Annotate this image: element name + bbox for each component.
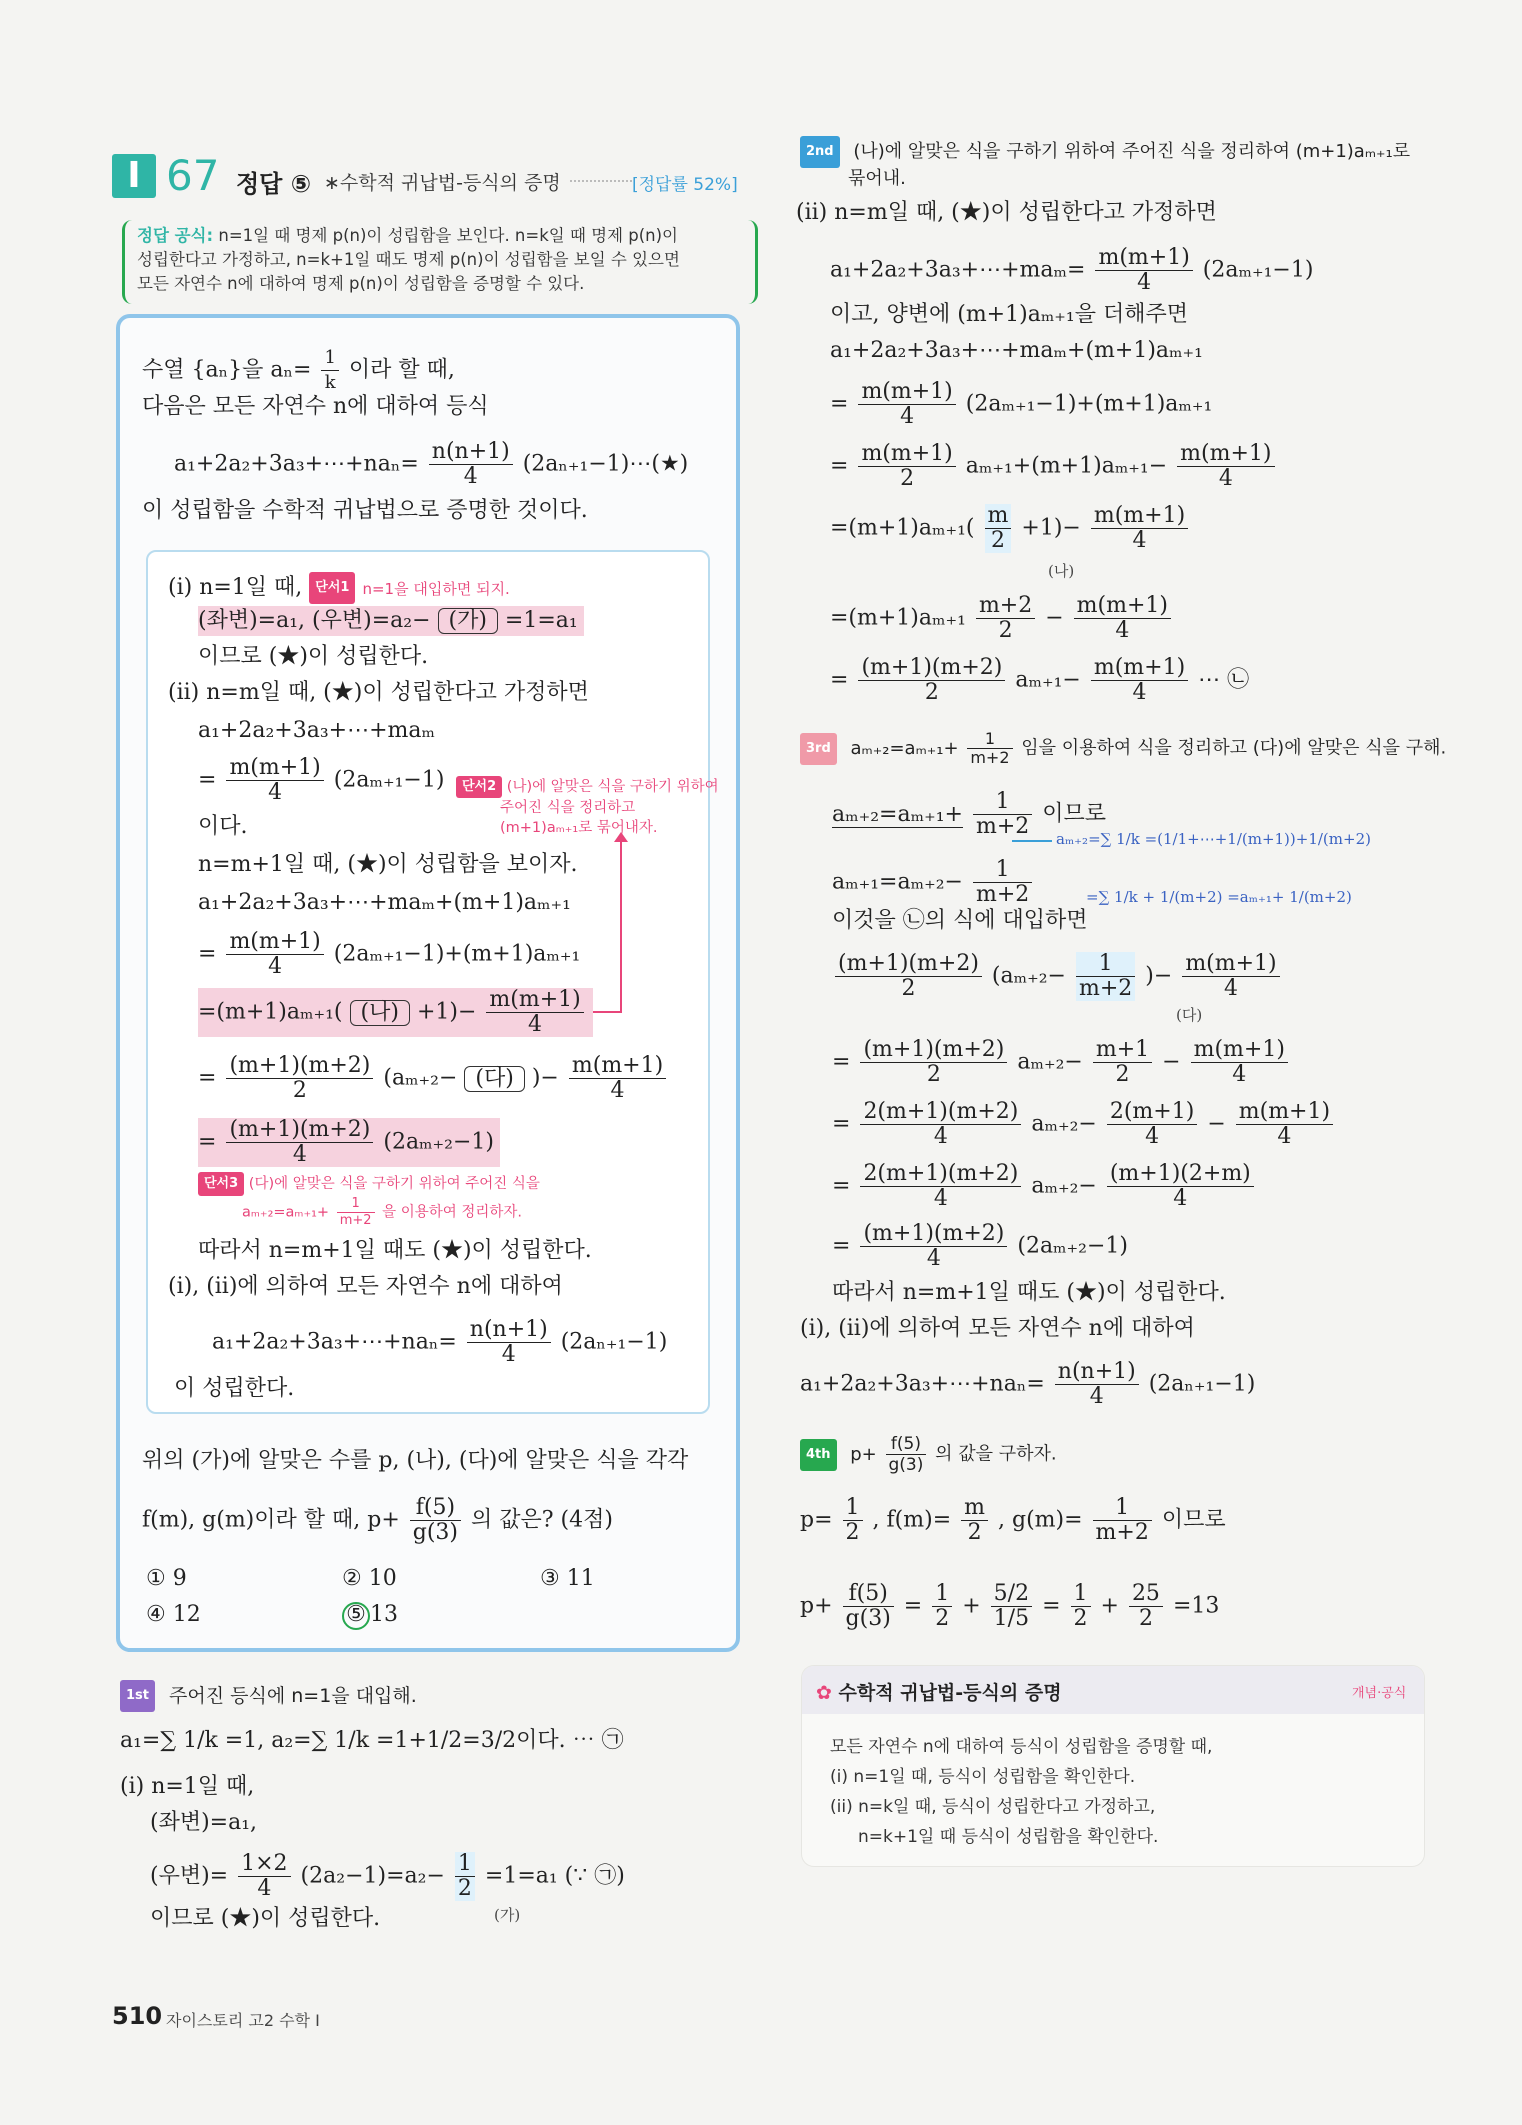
- step2-line-3: 이고, 양변에 (m+1)aₘ₊₁을 더해주면: [830, 302, 1188, 327]
- step4-line-2: [800, 1582, 1219, 1631]
- p10-rest: (2aₘ₊₁−1)+(m+1)aₘ₊₁: [333, 941, 581, 967]
- s2l2-b: (2aₘ₊₁−1): [1202, 257, 1314, 283]
- s3l11-b: (2aₙ₊₁−1): [1148, 1371, 1256, 1397]
- s2l7-boxfrac: $\frac{m}{2}$: [985, 504, 1012, 553]
- choice-3[interactable]: ③ 11: [540, 1566, 595, 1591]
- s3l4-frac2: $\frac{m(m+1)}{4}$: [1182, 952, 1279, 1001]
- step2-line-9: = $\frac{(m+1)(m+2)}{2}$ aₘ₊₁− $\frac{m(m+1)}{4}$ ⋯ ㉡: [830, 655, 1250, 705]
- s3l4-boxfrac: $\frac{1}{m+2}$: [1076, 952, 1135, 1001]
- topic-dots: [570, 180, 632, 182]
- hint2-line3: (m+1)aₘ₊₁로 묶어내자.: [500, 820, 658, 836]
- proof-line-11: [198, 988, 593, 1037]
- hint3: [198, 1172, 540, 1229]
- s3l5-frac2: $\frac{m+1}{2}$: [1093, 1038, 1152, 1087]
- s2l8-frac2: $\frac{m(m+1)}{4}$: [1074, 594, 1171, 643]
- s3l8-b: (2aₘ₊₂−1): [1017, 1233, 1128, 1259]
- s4l1-a: p=: [800, 1507, 833, 1533]
- proof-line-3: 이므로 (★)이 성립한다.: [198, 644, 429, 669]
- s3l5-b: aₘ₊₂−: [1017, 1049, 1083, 1075]
- q2-frac: $\frac{f(5)}{g(3)}$: [410, 1496, 461, 1545]
- p12-frac: $\frac{(m+1)(m+2)}{2}$: [226, 1054, 373, 1103]
- proof-line-13: = $\frac{(m+1)(m+2)}{4}$ (2aₘ₊₂−1): [198, 1118, 500, 1167]
- formula-line-3: 모든 자연수 n에 대하여 명제 p(n)이 성립함을 증명할 수 있다.: [137, 274, 585, 293]
- s4l2-e: +: [1100, 1593, 1119, 1619]
- s4l2-half2: $\frac{1}{2}$: [1071, 1582, 1091, 1631]
- case-1: (i) n=1일 때,: [168, 575, 303, 600]
- choice-5-mark: ⑤: [342, 1602, 370, 1630]
- s3l6-frac: $\frac{2(m+1)(m+2)}{4}$: [860, 1100, 1021, 1149]
- s1l4-c: =1=a₁ (∵ ㉠): [484, 1863, 625, 1889]
- s3l2-frac: $\frac{1}{m+2}$: [973, 858, 1032, 907]
- choice-5-value: 13: [370, 1602, 398, 1627]
- step3-line-8: = $\frac{(m+1)(m+2)}{4}$ (2aₘ₊₂−1): [832, 1221, 1128, 1271]
- s4l2-a: p+: [800, 1593, 833, 1619]
- step2-line-7: [830, 504, 1191, 553]
- s2l7-frac: $\frac{m(m+1)}{4}$: [1091, 504, 1188, 553]
- proof-line-9: a₁+2a₂+3a₃+⋯+maₘ+(m+1)aₘ₊₁: [198, 890, 571, 915]
- s3t-frac: $\frac{1}{m+2}$: [967, 730, 1012, 767]
- answer-label: 정답 ⑤: [236, 170, 312, 198]
- formula-line-2: 성립한다고 가정하고, n=k+1일 때도 명제 p(n)이 성립함을 보일 수 있으면: [137, 250, 680, 269]
- s3t-b: 임을 이용하여 식을 정리하고 (다)에 알맞은 식을 구해.: [1021, 737, 1447, 759]
- step1-line-2: (i) n=1일 때,: [120, 1774, 255, 1799]
- step3-line-10: (i), (ii)에 의하여 모든 자연수 n에 대하여: [800, 1316, 1195, 1341]
- s2l8-frac: $\frac{m+2}{2}$: [976, 594, 1035, 643]
- s3l5-frac3: $\frac{m(m+1)}{4}$: [1191, 1038, 1288, 1087]
- concept-title: [816, 1678, 1062, 1705]
- proof-line-16: [212, 1318, 667, 1367]
- eq-frac: $\frac{n(n+1)}{4}$: [429, 440, 513, 489]
- s3l7-frac: $\frac{2(m+1)(m+2)}{4}$: [860, 1162, 1021, 1211]
- s2l8-a: =(m+1)aₘ₊₁: [830, 605, 966, 631]
- concept-title-text: 수학적 귀납법-등식의 증명: [838, 1682, 1062, 1704]
- hint2-arrow-head: [614, 832, 628, 842]
- s3l4-a: (aₘ₊₂−: [991, 963, 1066, 989]
- eq-lhs: a₁+2a₂+3a₃+⋯+naₙ=: [174, 451, 419, 477]
- p12-mid: )−: [531, 1065, 559, 1091]
- s3l7-b: aₘ₊₂−: [1031, 1173, 1097, 1199]
- s4l1-frac: $\frac{1}{2}$: [843, 1496, 863, 1545]
- p16-rest: (2aₙ₊₁−1): [560, 1329, 668, 1355]
- s3l4-b: )−: [1145, 963, 1173, 989]
- seq-def-start: 수열 {aₙ}을 aₙ=: [142, 357, 312, 383]
- s3l6-frac3: $\frac{m(m+1)}{4}$: [1236, 1100, 1333, 1149]
- s2l9-frac2: $\frac{m(m+1)}{4}$: [1091, 656, 1188, 705]
- case1-result: =1=a₁: [504, 608, 578, 633]
- hint2: [456, 776, 719, 838]
- eq-rhs: (2aₙ₊₁−1)⋯(★): [522, 451, 689, 477]
- s3l6-frac2: $\frac{2(m+1)}{4}$: [1107, 1100, 1197, 1149]
- proof-line-4: (ii) n=m일 때, (★)이 성립한다고 가정하면: [168, 680, 589, 705]
- s3l11-a: a₁+2a₂+3a₃+⋯+naₙ=: [800, 1371, 1045, 1397]
- s2l9-c: ⋯ ㉡: [1198, 667, 1250, 693]
- problem-line-1: [142, 346, 455, 395]
- s2l6-frac: $\frac{m(m+1)}{2}$: [858, 442, 955, 491]
- p16-frac: $\frac{n(n+1)}{4}$: [467, 1318, 551, 1367]
- hint3-line2: 을 이용하여 정리하자.: [382, 1204, 523, 1221]
- s4l2-b: =: [903, 1593, 923, 1619]
- s3l6-b: aₘ₊₂−: [1031, 1111, 1097, 1137]
- proof-line-5: a₁+2a₂+3a₃+⋯+maₘ: [198, 718, 436, 743]
- s2l2-frac: $\frac{m(m+1)}{4}$: [1095, 246, 1192, 295]
- concept-line-2: (i) n=1일 때, 등식이 성립함을 확인한다.: [830, 1767, 1136, 1787]
- s3l4-frac: $\frac{(m+1)(m+2)}{2}$: [835, 952, 982, 1001]
- proof-line-10: = $\frac{m(m+1)}{4}$ (2aₘ₊₁−1)+(m+1)aₘ₊₁: [198, 929, 581, 979]
- proof-line-7: 이다.: [198, 814, 248, 839]
- step3-side-2: =∑ 1/k + 1/(m+2) =aₘ₊₁+ 1/(m+2): [1086, 888, 1352, 906]
- s4l2-d: =: [1042, 1593, 1061, 1619]
- blank-da: (다): [464, 1066, 524, 1092]
- problem-topic: ∗수학적 귀납법-등식의 증명: [324, 172, 561, 194]
- step2-note-na: (나): [1048, 562, 1075, 580]
- p10-frac: $\frac{m(m+1)}{4}$: [226, 930, 323, 979]
- hint3-frac: $\frac{1}{m+2}$: [337, 1196, 375, 1229]
- proof-line-17: 이 성립한다.: [174, 1376, 295, 1401]
- p13-frac: $\frac{(m+1)(m+2)}{4}$: [226, 1118, 373, 1167]
- step3-tag: 3rd: [800, 733, 837, 765]
- p11-mid: +1)−: [416, 999, 477, 1025]
- s3t-a: aₘ₊₂=aₘ₊₁+: [850, 737, 959, 759]
- hint3-eq: aₘ₊₂=aₘ₊₁+: [242, 1204, 330, 1221]
- p6-frac: $\frac{m(m+1)}{4}$: [226, 756, 323, 805]
- proof-line-6: = $\frac{m(m+1)}{4}$ (2aₘ₊₁−1): [198, 755, 445, 805]
- hint3-tag: 단서3: [198, 1172, 244, 1196]
- step2-tag: 2nd: [800, 136, 840, 168]
- p12-frac2: $\frac{m(m+1)}{4}$: [569, 1054, 666, 1103]
- proof-line-15: (i), (ii)에 의하여 모든 자연수 n에 대하여: [168, 1274, 563, 1299]
- step1-tag: 1st: [120, 1680, 155, 1712]
- p11-start: =(m+1)aₘ₊₁(: [198, 999, 343, 1025]
- formula-text-1: n=1일 때 명제 p(n)이 성립함을 보인다. n=k일 때 명제 p(n)이: [218, 226, 679, 245]
- concept-body: [830, 1732, 1212, 1852]
- concept-line-4: n=k+1일 때 등식이 성립함을 확인한다.: [858, 1827, 1159, 1847]
- step1-line-4: [150, 1852, 625, 1901]
- step2-line-5: = $\frac{m(m+1)}{4}$ (2aₘ₊₁−1)+(m+1)aₘ₊₁: [830, 379, 1213, 429]
- hint2-tag: 단서2: [456, 776, 502, 798]
- step3-arrow: [1012, 840, 1052, 842]
- formula-box: [122, 220, 758, 304]
- s2l6-b: aₘ₊₁+(m+1)aₘ₊₁−: [965, 453, 1168, 479]
- step3-note-da: (다): [1176, 1006, 1203, 1024]
- hint2-arrow: [620, 840, 622, 1012]
- problem-line-4: 이 성립함을 수학적 귀납법으로 증명한 것이다.: [142, 498, 588, 523]
- formula-label: 정답 공식:: [137, 226, 214, 245]
- s2l2-a: a₁+2a₂+3a₃+⋯+maₘ=: [830, 257, 1086, 283]
- hint1-text: n=1을 대입하면 되지.: [362, 580, 510, 598]
- step1-line-3: (좌변)=a₁,: [150, 1810, 258, 1835]
- s4l1-d: 이므로: [1161, 1507, 1226, 1533]
- s4l2-f: =13: [1172, 1593, 1220, 1619]
- p16-lhs: a₁+2a₂+3a₃+⋯+naₙ=: [212, 1329, 457, 1355]
- proof-line-8: n=m+1일 때, (★)이 성립함을 보이자.: [198, 852, 578, 877]
- seq-def-end: 이라 할 때,: [348, 357, 455, 383]
- s2l9-frac: $\frac{(m+1)(m+2)}{2}$: [858, 656, 1005, 705]
- s2l5-b: (2aₘ₊₁−1)+(m+1)aₘ₊₁: [965, 391, 1213, 417]
- flower-icon: ✿: [816, 1682, 832, 1704]
- formula-line-1: [137, 224, 743, 248]
- hint3-line1: (다)에 알맞은 식을 구하기 위하여 주어진 식을: [248, 1176, 540, 1192]
- step2-line-8: [830, 594, 1174, 643]
- proof-line-14: 따라서 n=m+1일 때도 (★)이 성립한다.: [198, 1238, 592, 1263]
- step3-line-6: = $\frac{2(m+1)(m+2)}{4}$ aₘ₊₂− $\frac{2(m+1)}{4}$ − $\frac{m(m+1)}{4}$: [832, 1100, 1336, 1149]
- s4l1-c: , g(m)=: [998, 1507, 1083, 1533]
- s3l1-a: aₘ₊₂=aₘ₊₁+: [832, 801, 963, 827]
- step2-title-text-1: (나)에 알맞은 식을 구하기 위하여 주어진 식을 정리하여 (m+1)aₘ₊₁로: [853, 141, 1411, 162]
- proof-line-12: = $\frac{(m+1)(m+2)}{2}$ (aₘ₊₂− (다) )− $\frac{m(m+1)}{4}$: [198, 1054, 669, 1103]
- s2l8-b: −: [1045, 605, 1064, 631]
- s2l5-frac: $\frac{m(m+1)}{4}$: [858, 380, 955, 429]
- concept-tag: 개념·공식: [1352, 1686, 1407, 1701]
- step4-tag: 4th: [800, 1439, 837, 1471]
- s4l2-half: $\frac{1}{2}$: [932, 1582, 952, 1631]
- step3-line-11: [800, 1360, 1255, 1409]
- step1-line-5: 이므로 (★)이 성립한다.: [150, 1906, 381, 1931]
- s2l6-frac2: $\frac{m(m+1)}{4}$: [1177, 442, 1274, 491]
- page-number: 510: [112, 2002, 163, 2030]
- concept-line-1: 모든 자연수 n에 대하여 등식이 성립함을 증명할 때,: [830, 1737, 1213, 1757]
- step3-line-9: 따라서 n=m+1일 때도 (★)이 성립한다.: [832, 1280, 1226, 1305]
- s1l4-b: (2a₂−1)=a₂−: [300, 1863, 445, 1889]
- s3l6-c: −: [1207, 1111, 1226, 1137]
- s3l11-frac: $\frac{n(n+1)}{4}$: [1055, 1360, 1139, 1409]
- blank-ga: (가): [438, 608, 498, 634]
- step3-line-4: [832, 952, 1283, 1001]
- s4l1-b: , f(m)=: [872, 1507, 952, 1533]
- q2-start: f(m), g(m)이라 할 때, p+: [142, 1507, 400, 1533]
- step4-title: [800, 1434, 1057, 1475]
- s1l4-boxfrac: $\frac{1}{2}$: [455, 1852, 475, 1901]
- chapter-roman: I: [112, 154, 156, 198]
- proof-line-2: [198, 606, 584, 636]
- step3-side-1: aₘ₊₂=∑ 1/k =(1/1+⋯+1/(m+1))+1/(m+2): [1056, 830, 1371, 848]
- step1-title-text: 주어진 등식에 n=1을 대입해.: [169, 1684, 417, 1707]
- concept-line-3: (ii) n=k일 때, 등식이 성립한다고 가정하고,: [830, 1797, 1156, 1817]
- p13-rest: (2aₘ₊₂−1): [383, 1129, 494, 1155]
- choice-2[interactable]: ② 10: [342, 1566, 397, 1591]
- s4t-frac: $\frac{f(5)}{g(3)}$: [886, 1434, 927, 1475]
- problem-header: [112, 152, 742, 206]
- hint1-tag: 단서1: [309, 572, 355, 604]
- choice-1[interactable]: ① 9: [146, 1566, 187, 1591]
- step3-line-3: 이것을 ㉡의 식에 대입하면: [832, 908, 1088, 933]
- step2-line-1: (ii) n=m일 때, (★)이 성립한다고 가정하면: [796, 200, 1217, 225]
- p11-frac: $\frac{m(m+1)}{4}$: [486, 988, 583, 1037]
- step3-line-5: = $\frac{(m+1)(m+2)}{2}$ aₘ₊₂− $\frac{m+1}{2}$ − $\frac{m(m+1)}{4}$: [832, 1038, 1291, 1087]
- correct-rate: [정답률 52%]: [632, 175, 738, 195]
- s3l8-frac: $\frac{(m+1)(m+2)}{4}$: [860, 1222, 1007, 1271]
- question-line-2: [142, 1496, 613, 1545]
- s2l9-b: aₘ₊₁−: [1015, 667, 1081, 693]
- p12-start: (aₘ₊₂−: [383, 1065, 458, 1091]
- s4t-a: p+: [850, 1443, 877, 1465]
- step2-line-6: = $\frac{m(m+1)}{2}$ aₘ₊₁+(m+1)aₘ₊₁− $\frac{m(m+1)}{4}$: [830, 442, 1278, 491]
- step3-line-7: = $\frac{2(m+1)(m+2)}{4}$ aₘ₊₂− $\frac{(m+1)(2+m)}{4}$: [832, 1162, 1257, 1211]
- sum-fraction: $\frac{1}{k}$: [321, 346, 338, 395]
- s4l1-frac2: $\frac{m}{2}$: [961, 1496, 988, 1545]
- s3l1-b: 이므로: [1042, 801, 1107, 827]
- step3-line-2: [832, 858, 1035, 907]
- s3l7-frac2: $\frac{(m+1)(2+m)}{4}$: [1107, 1162, 1254, 1211]
- blank-na: (나): [350, 1000, 410, 1026]
- s4l2-frac: $\frac{f(5)}{g(3)}$: [843, 1582, 894, 1631]
- step2-line-2: [830, 246, 1313, 295]
- q2-end: 의 값은? (4점): [471, 1507, 613, 1533]
- s4t-b: 의 값을 구하자.: [935, 1443, 1057, 1465]
- s2l7-a: =(m+1)aₘ₊₁(: [830, 515, 975, 541]
- step2-title-2: 묶어내.: [848, 168, 906, 189]
- s2l7-b: +1)−: [1021, 515, 1081, 541]
- problem-line-2: 다음은 모든 자연수 n에 대하여 등식: [142, 394, 489, 419]
- s4l2-c: +: [962, 1593, 981, 1619]
- proof-line-1: [168, 572, 510, 604]
- step1-title: [120, 1680, 417, 1712]
- s3l1-frac: $\frac{1}{m+2}$: [973, 790, 1032, 839]
- case1-sides: (좌변)=a₁, (우변)=a₂−: [198, 608, 431, 633]
- s4l1-frac3: $\frac{1}{m+2}$: [1093, 1496, 1152, 1545]
- s1l4-frac: $\frac{1\times 2}{4}$: [238, 1852, 290, 1901]
- hint2-line1: (나)에 알맞은 식을 구하기 위하여: [506, 779, 719, 795]
- s3l5-c: −: [1162, 1049, 1181, 1075]
- hint2-line2: 주어진 식을 정리하고: [500, 800, 636, 816]
- s4l2-complex: $\frac{5/2}{1/5}$: [991, 1582, 1032, 1631]
- choice-5[interactable]: [342, 1600, 398, 1630]
- step1-note-ga: (가): [494, 1906, 521, 1924]
- step2-line-4: a₁+2a₂+3a₃+⋯+maₘ+(m+1)aₘ₊₁: [830, 338, 1203, 363]
- s3l2-a: aₘ₊₁=aₘ₊₂−: [832, 869, 963, 895]
- s4l2-frac5: $\frac{25}{2}$: [1129, 1582, 1163, 1631]
- choice-4[interactable]: ④ 12: [146, 1602, 201, 1627]
- s3l5-frac: $\frac{(m+1)(m+2)}{2}$: [860, 1038, 1007, 1087]
- step3-title: [800, 730, 1446, 767]
- question-line-1: 위의 (가)에 알맞은 수를 p, (나), (다)에 알맞은 식을 각각: [142, 1448, 689, 1473]
- s1l4-a: (우변)=: [150, 1863, 229, 1889]
- p6-rest: (2aₘ₊₁−1): [333, 767, 445, 793]
- book-title: 자이스토리 고2 수학 I: [166, 2011, 320, 2030]
- step1-line-1: a₁=∑ 1/k =1, a₂=∑ 1/k =1+1/2=3/2이다. ⋯ ㉠: [120, 1728, 624, 1753]
- step4-line-1: [800, 1496, 1226, 1545]
- problem-line-3: [174, 440, 688, 489]
- problem-number: 67: [166, 151, 220, 200]
